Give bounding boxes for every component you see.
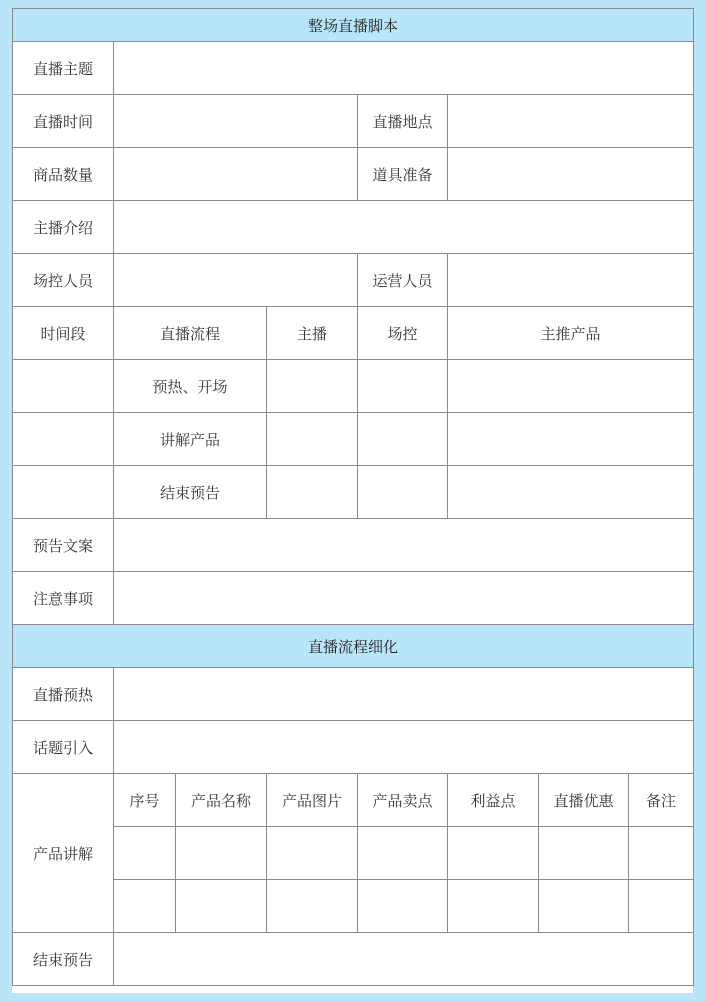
- flow-step-explain: 讲解产品: [114, 413, 267, 466]
- cell-notes[interactable]: [114, 572, 694, 625]
- header-host: 主播: [267, 307, 358, 360]
- cell-props[interactable]: [448, 148, 694, 201]
- label-warmup: 直播预热: [13, 668, 114, 721]
- header-index: 序号: [114, 774, 176, 827]
- label-theme: 直播主题: [13, 42, 114, 95]
- header-main-product: 主推产品: [448, 307, 694, 360]
- cell-ops-staff[interactable]: [448, 254, 694, 307]
- live-script-table: [12, 8, 694, 625]
- cell-time-slot-2[interactable]: [13, 413, 114, 466]
- label-time: 直播时间: [13, 95, 114, 148]
- cell-product-2-name[interactable]: [176, 880, 267, 933]
- label-place: 直播地点: [358, 95, 448, 148]
- cell-main-product-1[interactable]: [448, 360, 694, 413]
- cell-product-1-benefit[interactable]: [448, 827, 539, 880]
- cell-preview-copy[interactable]: [114, 519, 694, 572]
- cell-place[interactable]: [448, 95, 694, 148]
- section-title-live-script: 整场直播脚本: [13, 9, 694, 42]
- label-control-staff: 场控人员: [13, 254, 114, 307]
- cell-product-2-index[interactable]: [114, 880, 176, 933]
- cell-product-1-image[interactable]: [267, 827, 358, 880]
- label-props: 道具准备: [358, 148, 448, 201]
- header-time-slot: 时间段: [13, 307, 114, 360]
- cell-host-1[interactable]: [267, 360, 358, 413]
- cell-product-2-selling-point[interactable]: [358, 880, 448, 933]
- flow-step-warmup: 预热、开场: [114, 360, 267, 413]
- cell-topic[interactable]: [114, 721, 694, 774]
- label-host-intro: 主播介绍: [13, 201, 114, 254]
- header-control: 场控: [358, 307, 448, 360]
- cell-product-1-discount[interactable]: [539, 827, 629, 880]
- header-product-image: 产品图片: [267, 774, 358, 827]
- cell-control-3[interactable]: [358, 466, 448, 519]
- cell-main-product-2[interactable]: [448, 413, 694, 466]
- cell-product-1-index[interactable]: [114, 827, 176, 880]
- live-script-sheet: [12, 8, 693, 993]
- label-ops-staff: 运营人员: [358, 254, 448, 307]
- label-ending: 结束预告: [13, 933, 114, 986]
- cell-control-1[interactable]: [358, 360, 448, 413]
- cell-product-1-selling-point[interactable]: [358, 827, 448, 880]
- flow-step-ending: 结束预告: [114, 466, 267, 519]
- cell-theme[interactable]: [114, 42, 694, 95]
- header-selling-point: 产品卖点: [358, 774, 448, 827]
- cell-product-1-name[interactable]: [176, 827, 267, 880]
- cell-product-2-remark[interactable]: [629, 880, 694, 933]
- cell-host-intro[interactable]: [114, 201, 694, 254]
- cell-host-3[interactable]: [267, 466, 358, 519]
- cell-product-1-remark[interactable]: [629, 827, 694, 880]
- cell-control-staff[interactable]: [114, 254, 358, 307]
- section-title-flow-detail: 直播流程细化: [13, 625, 694, 668]
- cell-main-product-3[interactable]: [448, 466, 694, 519]
- cell-host-2[interactable]: [267, 413, 358, 466]
- label-product-count: 商品数量: [13, 148, 114, 201]
- cell-product-2-image[interactable]: [267, 880, 358, 933]
- header-remark: 备注: [629, 774, 694, 827]
- live-flow-detail-table: [12, 624, 694, 986]
- cell-time-slot-1[interactable]: [13, 360, 114, 413]
- label-notes: 注意事项: [13, 572, 114, 625]
- label-topic: 话题引入: [13, 721, 114, 774]
- cell-time[interactable]: [114, 95, 358, 148]
- label-product-explain: 产品讲解: [13, 774, 114, 933]
- header-product-name: 产品名称: [176, 774, 267, 827]
- header-live-flow: 直播流程: [114, 307, 267, 360]
- header-live-discount: 直播优惠: [539, 774, 629, 827]
- cell-product-count[interactable]: [114, 148, 358, 201]
- cell-control-2[interactable]: [358, 413, 448, 466]
- cell-ending[interactable]: [114, 933, 694, 986]
- cell-product-2-discount[interactable]: [539, 880, 629, 933]
- cell-time-slot-3[interactable]: [13, 466, 114, 519]
- label-preview-copy: 预告文案: [13, 519, 114, 572]
- header-benefit: 利益点: [448, 774, 539, 827]
- cell-warmup[interactable]: [114, 668, 694, 721]
- cell-product-2-benefit[interactable]: [448, 880, 539, 933]
